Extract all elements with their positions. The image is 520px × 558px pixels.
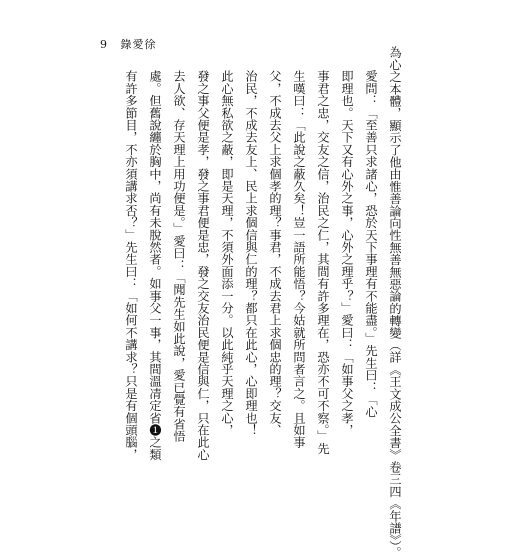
text-column-8: 此心無私欲之蔽，即是天理，不須外面添一分。以此純乎天理之心， (220, 70, 234, 436)
text-column-3: 即理也。天下又有心外之事，心外之理乎？」愛曰：「如事父之孝， (340, 70, 354, 436)
text-column-12: 有許多節目，不亦須講求否？」先生曰：「如何不講求？只是有個頭腦， (124, 70, 138, 461)
text-column-6: 父，不成去父上求個孝的理？事君，不成去君上求個忠的理？交友、 (268, 70, 282, 436)
page-number: 9 (100, 38, 108, 51)
text-column-5: 生嘆曰：「此說之蔽久矣！豈一語所能悟？今姑就所問者言之。且如事 (292, 70, 306, 449)
text-column-4: 事君之忠，交友之信，治民之仁，其間有許多理在，恐亦不可不察。」先 (316, 70, 330, 455)
text-column-2: 愛問：「至善只求諸心，恐於天下事理有不能盡。」先生曰：「心 (364, 70, 378, 418)
text-column-10: 去人欲、存天理上用功便是。」愛曰：「聞先生如此說，愛已覺有省悟 (172, 70, 186, 443)
running-header (100, 36, 157, 52)
text-column-11: 處。但舊說纏於胸中，尚有未脫然者。如事父一事，其間溫凊定省❶之類 (148, 70, 162, 461)
text-column-7: 治民，不成去友上、民上求個信與仁的理？都只在此心，心即理也！ (244, 70, 258, 436)
text-column-9: 發之事父便是孝，發之事君便是忠，發之交友治民便是信與仁，只在此心 (196, 70, 210, 461)
text-column-1: 為心之本體，顯示了他由惟善論向性無善無惡論的轉變（詳《王文成公全書》卷三四《年譜》）。 (388, 46, 402, 558)
running-title: 錄愛徐 (120, 38, 157, 51)
